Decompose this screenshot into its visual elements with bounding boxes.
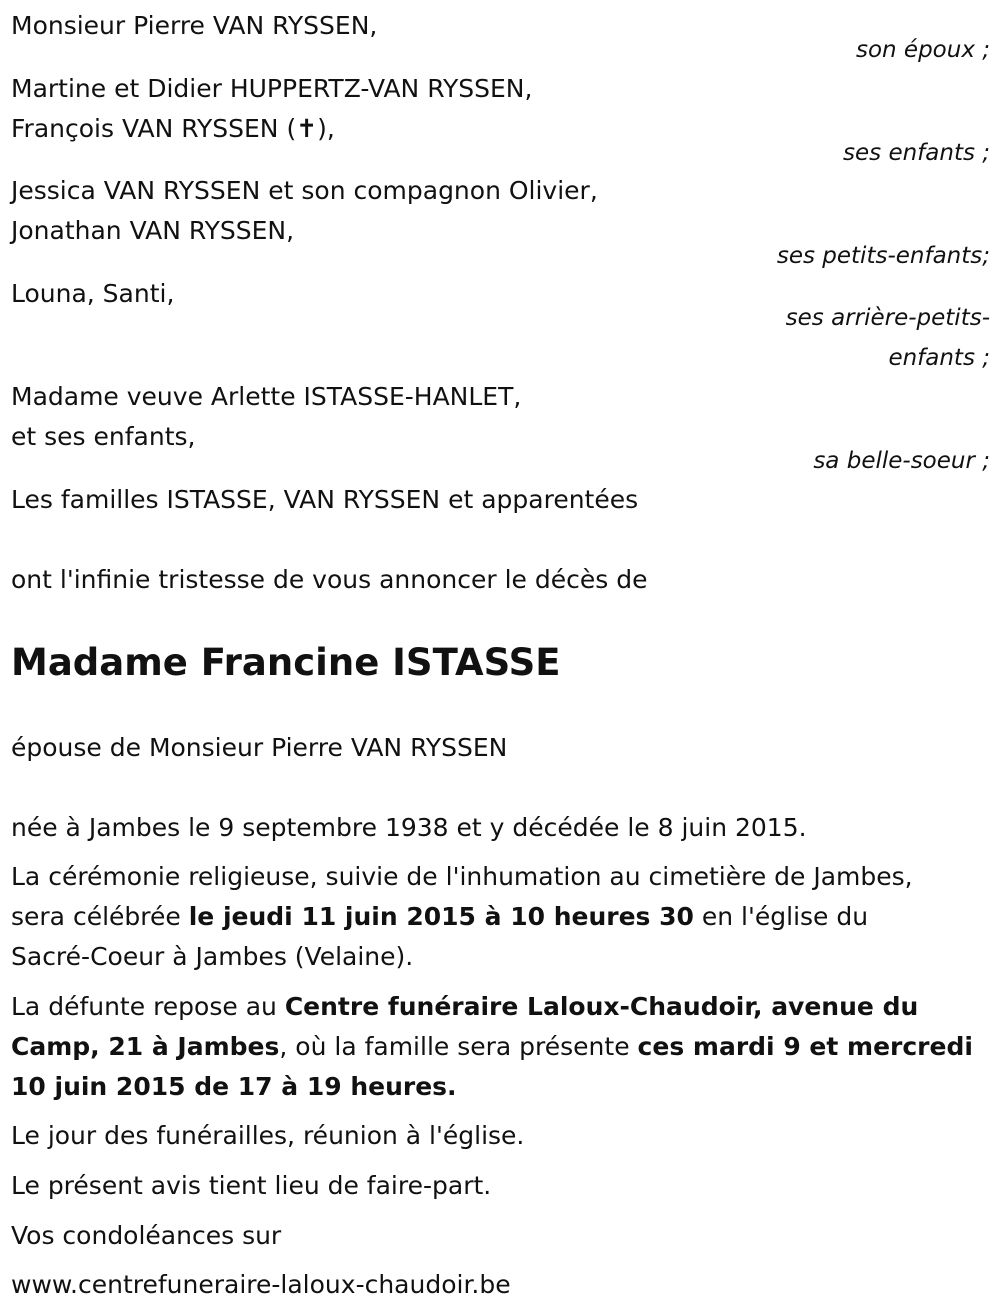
- spouse-line: épouse de Monsieur Pierre VAN RYSSEN: [11, 733, 508, 762]
- funeral-home: Centre funéraire Laloux-Chaudoir, avenue du: [284, 992, 919, 1021]
- relation-label: ses petits-enfants;: [776, 243, 990, 269]
- family-name-line: Les familles ISTASSE, VAN RYSSEN et apparentées: [11, 485, 639, 514]
- relation-label: ses arrière-petits-: [785, 305, 990, 331]
- relation-label: ses enfants ;: [843, 140, 990, 166]
- funeral-day-line: Le jour des funérailles, réunion à l'église.: [11, 1121, 525, 1150]
- ceremony-date: le jeudi 11 juin 2015 à 10 heures 30: [188, 902, 694, 931]
- family-name-line: Martine et Didier HUPPERTZ-VAN RYSSEN,: [11, 74, 533, 103]
- family-name-line: Madame veuve Arlette ISTASSE-HANLET,: [11, 382, 522, 411]
- family-name-line: Monsieur Pierre VAN RYSSEN,: [11, 11, 378, 40]
- website-link: www.centrefuneraire-laloux-chaudoir.be: [11, 1270, 511, 1299]
- relation-label: enfants ;: [888, 345, 990, 371]
- family-name-line: Jonathan VAN RYSSEN,: [11, 216, 295, 245]
- visitation-hours: 10 juin 2015 de 17 à 19 heures.: [11, 1072, 457, 1101]
- repose-line: [11, 1067, 457, 1107]
- family-name-line: François VAN RYSSEN (✝),: [11, 114, 335, 143]
- family-name-line: Jessica VAN RYSSEN et son compagnon Olivier,: [11, 176, 598, 205]
- ceremony-line: La cérémonie religieuse, suivie de l'inhumation au cimetière de Jambes,: [11, 862, 913, 891]
- ceremony-line: Sacré-Coeur à Jambes (Velaine).: [11, 942, 414, 971]
- deceased-name: Madame Francine ISTASSE: [11, 641, 561, 684]
- birth-death-line: née à Jambes le 9 septembre 1938 et y décédée le 8 juin 2015.: [11, 813, 807, 842]
- notice-line: Le présent avis tient lieu de faire-part.: [11, 1171, 492, 1200]
- announcement-text: ont l'infinie tristesse de vous annoncer le décès de: [11, 565, 648, 594]
- family-name-line: Louna, Santi,: [11, 279, 175, 308]
- ceremony-line: sera célébrée le jeudi 11 juin 2015 à 10 heures 30 en l'église du: [11, 902, 869, 931]
- condolences-line: Vos condoléances sur: [11, 1221, 282, 1250]
- relation-label: sa belle-soeur ;: [813, 448, 990, 474]
- funeral-home-address: Camp, 21 à Jambes: [11, 1032, 280, 1061]
- relation-label: son époux ;: [855, 37, 990, 63]
- visitation-dates: ces mardi 9 et mercredi: [637, 1032, 973, 1061]
- repose-line: La défunte repose au Centre funéraire Laloux-Chaudoir, avenue du: [11, 992, 919, 1021]
- repose-line: Camp, 21 à Jambes, où la famille sera présente ces mardi 9 et mercredi: [11, 1032, 973, 1061]
- family-name-line: et ses enfants,: [11, 422, 196, 451]
